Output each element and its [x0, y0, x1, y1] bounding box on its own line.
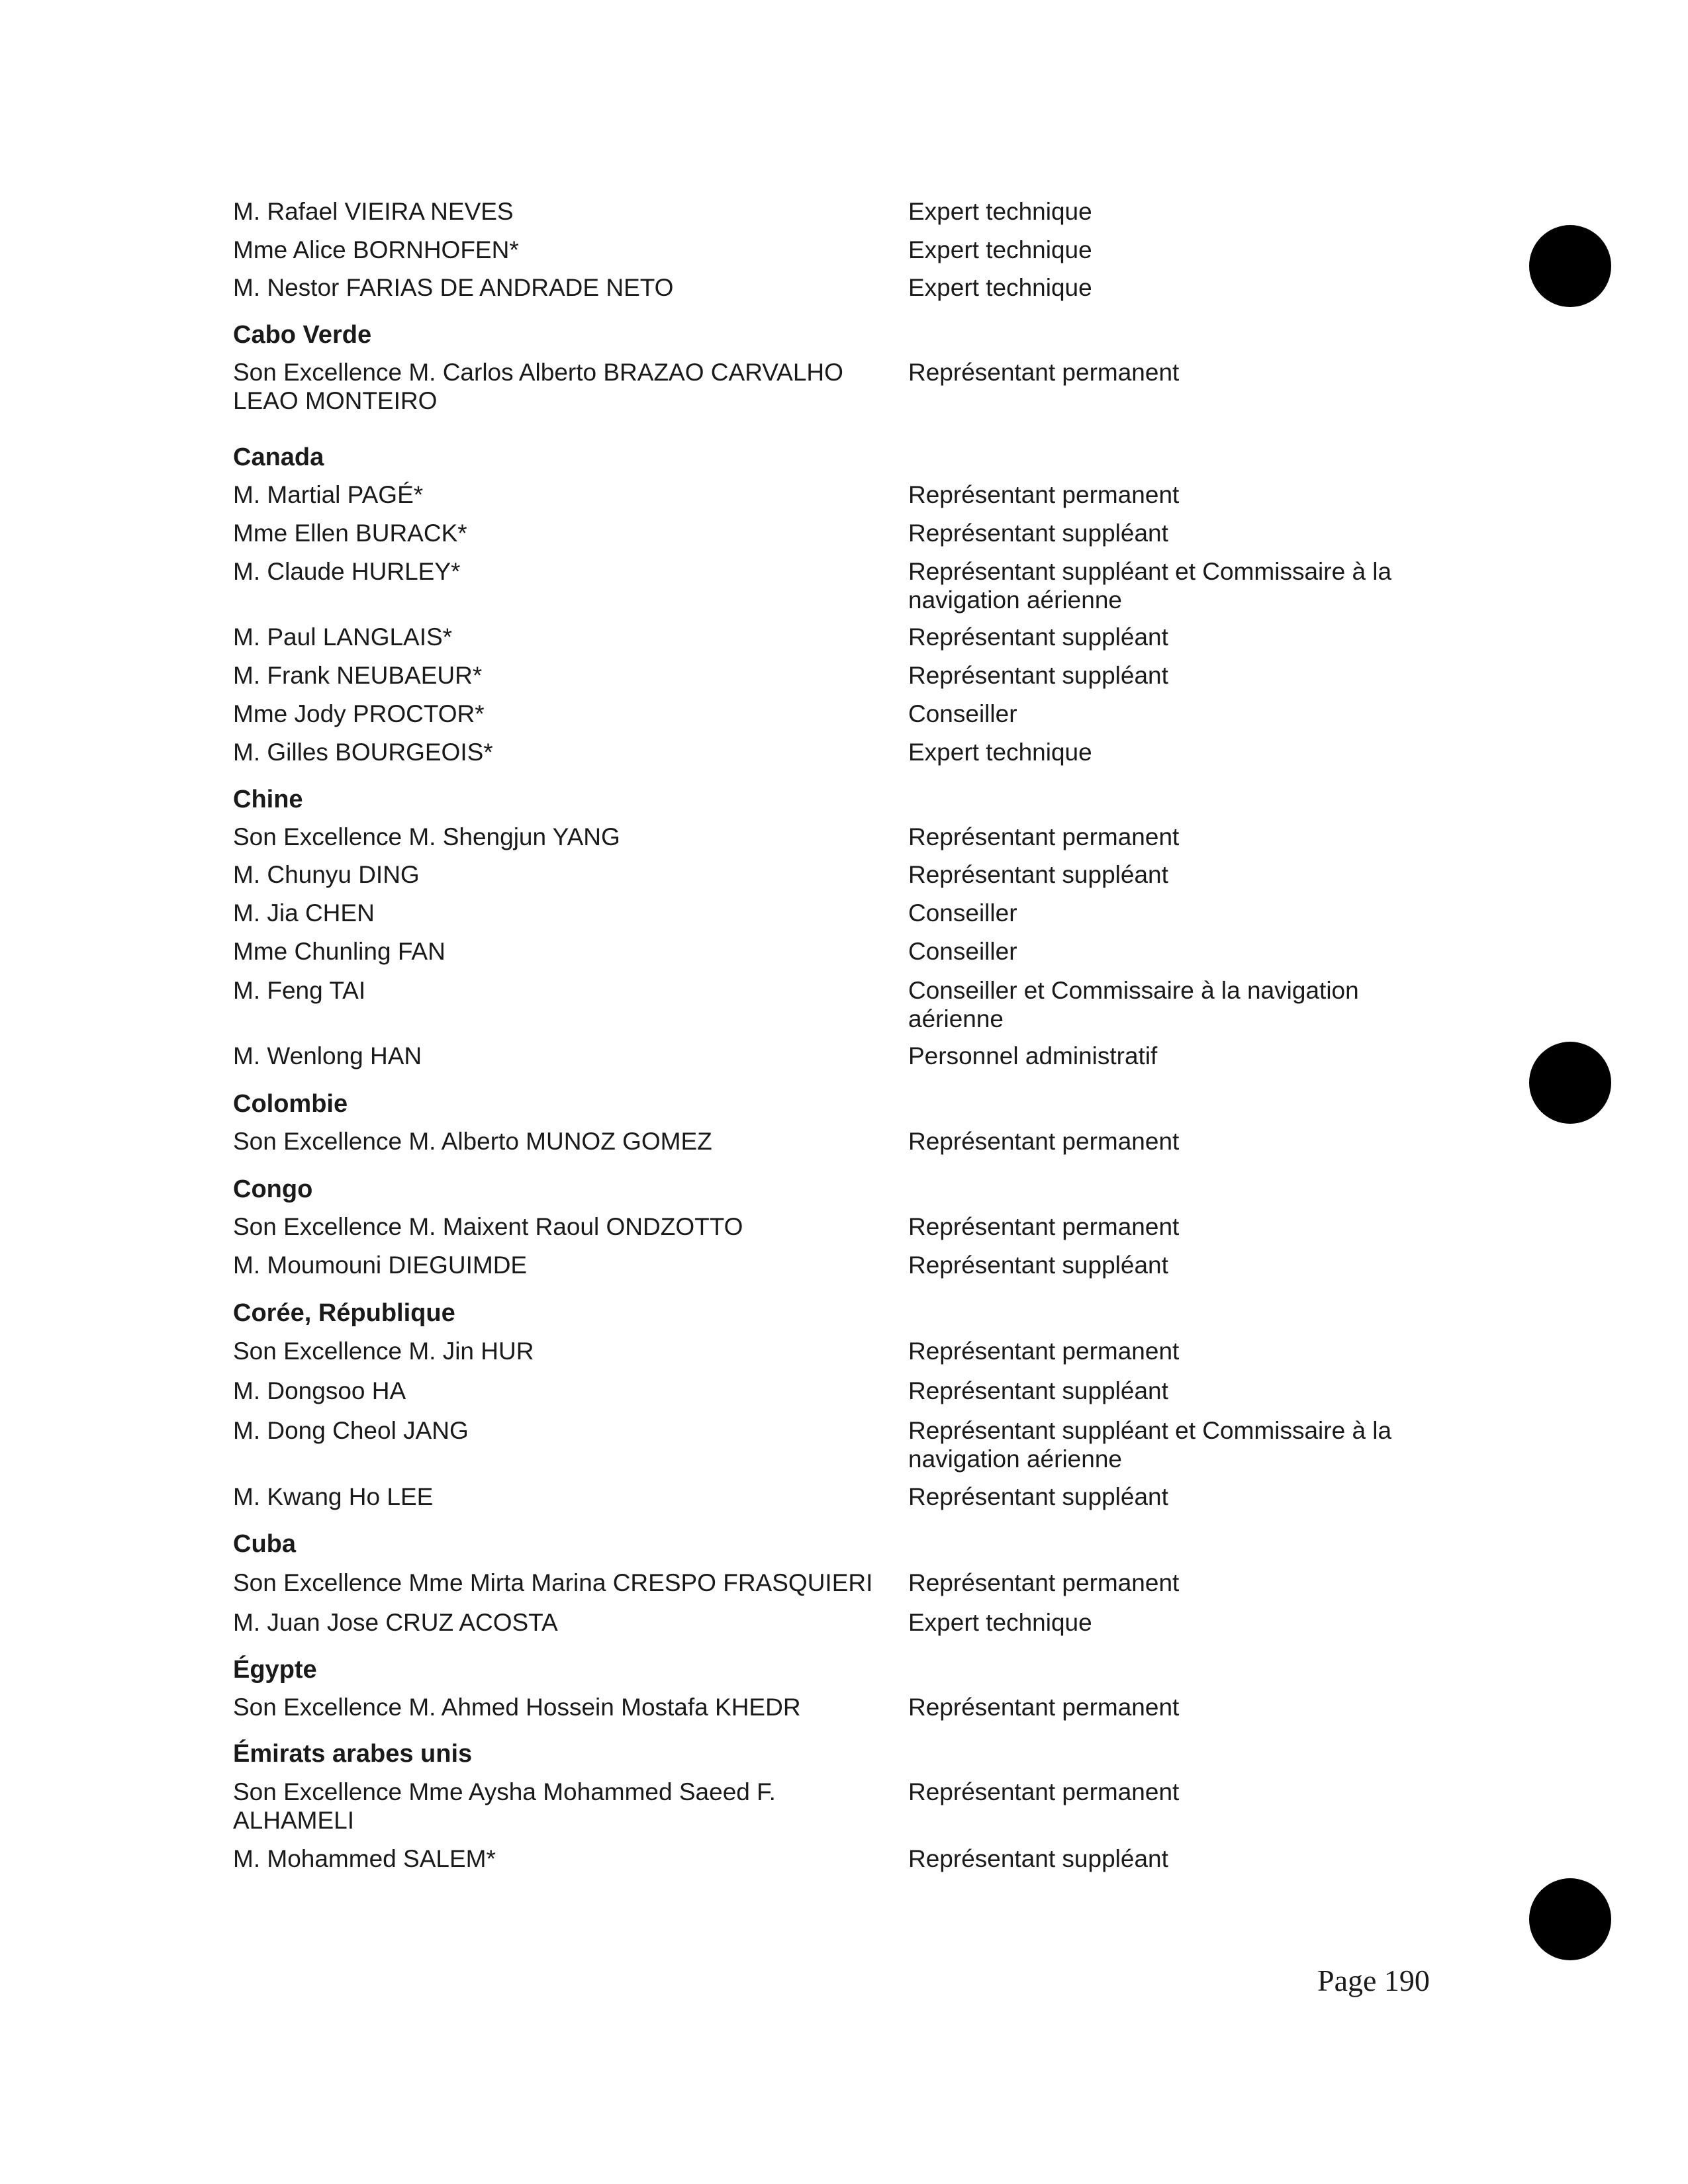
delegate-name: M. Jia CHEN — [233, 899, 375, 927]
delegate-role: Représentant permanent — [908, 481, 1180, 508]
delegate-role: Représentant suppléant et Commissaire à la navigation aérienne — [908, 1417, 1392, 1473]
delegate-name: M. Feng TAI — [233, 977, 366, 1004]
delegate-name: M. Claude HURLEY* — [233, 558, 461, 585]
delegate-role: Expert technique — [908, 236, 1092, 263]
delegate-name: M. Nestor FARIAS DE ANDRADE NETO — [233, 274, 674, 301]
delegate-role: Représentant permanent — [908, 1128, 1180, 1155]
country-heading: Cabo Verde — [233, 321, 372, 349]
delegate-name: M. Dong Cheol JANG — [233, 1417, 469, 1444]
delegate-name: M. Mohammed SALEM* — [233, 1845, 496, 1872]
delegate-role: Conseiller et Commissaire à la navigation aérienne — [908, 977, 1359, 1032]
country-heading: Canada — [233, 443, 324, 471]
delegate-name: Mme Alice BORNHOFEN* — [233, 236, 519, 263]
delegate-name: M. Martial PAGÉ* — [233, 481, 424, 508]
delegate-name: Son Excellence M. Carlos Alberto BRAZAO CARVALHO LEAO MONTEIRO — [233, 359, 843, 414]
delegate-role: Représentant suppléant — [908, 662, 1168, 689]
delegate-name: Son Excellence Mme Mirta Marina CRESPO FRASQUIERI — [233, 1569, 873, 1596]
punch-hole-top — [1529, 225, 1611, 307]
delegate-name: Son Excellence M. Jin HUR — [233, 1338, 534, 1365]
delegate-role: Expert technique — [908, 1609, 1092, 1636]
delegate-role: Représentant suppléant — [908, 1251, 1168, 1279]
delegate-role: Représentant suppléant — [908, 520, 1168, 547]
delegate-role: Expert technique — [908, 274, 1092, 301]
delegate-role: Représentant suppléant — [908, 861, 1168, 888]
delegate-role: Conseiller — [908, 899, 1017, 927]
country-heading: Égypte — [233, 1656, 317, 1684]
punch-hole-middle — [1529, 1042, 1611, 1124]
delegate-role: Représentant suppléant — [908, 1377, 1168, 1404]
delegate-name: M. Wenlong HAN — [233, 1042, 422, 1069]
delegate-name: M. Juan Jose CRUZ ACOSTA — [233, 1609, 558, 1636]
delegate-role: Représentant permanent — [908, 359, 1180, 386]
delegate-role: Représentant permanent — [908, 1778, 1180, 1805]
delegate-name: Son Excellence M. Maixent Raoul ONDZOTTO — [233, 1213, 743, 1240]
delegate-name: M. Dongsoo HA — [233, 1377, 406, 1404]
delegate-role: Conseiller — [908, 700, 1017, 727]
delegate-role: Représentant suppléant et Commissaire à la navigation aérienne — [908, 558, 1392, 614]
delegate-name: M. Kwang Ho LEE — [233, 1483, 434, 1510]
delegate-role: Expert technique — [908, 198, 1092, 225]
country-heading: Émirats arabes unis — [233, 1740, 473, 1768]
delegate-name: Mme Ellen BURACK* — [233, 520, 467, 547]
country-heading: Corée, République — [233, 1299, 455, 1327]
delegate-name: Son Excellence M. Alberto MUNOZ GOMEZ — [233, 1128, 712, 1155]
delegate-role: Conseiller — [908, 938, 1017, 965]
page-number: Page 190 — [1317, 1964, 1430, 1997]
delegate-role: Personnel administratif — [908, 1042, 1158, 1069]
delegate-name: Son Excellence M. Ahmed Hossein Mostafa KHEDR — [233, 1694, 801, 1721]
delegate-role: Représentant permanent — [908, 1338, 1180, 1365]
country-heading: Chine — [233, 786, 303, 813]
delegate-role: Représentant suppléant — [908, 623, 1168, 651]
delegate-name: M. Gilles BOURGEOIS* — [233, 739, 493, 766]
delegate-role: Représentant permanent — [908, 1694, 1180, 1721]
delegate-role: Représentant suppléant — [908, 1845, 1168, 1872]
delegate-role: Représentant permanent — [908, 823, 1180, 850]
country-heading: Congo — [233, 1175, 313, 1203]
delegate-role: Représentant suppléant — [908, 1483, 1168, 1510]
delegate-name: M. Moumouni DIEGUIMDE — [233, 1251, 528, 1279]
delegate-role: Représentant permanent — [908, 1569, 1180, 1596]
delegate-name: M. Rafael VIEIRA NEVES — [233, 198, 514, 225]
delegate-role: Expert technique — [908, 739, 1092, 766]
country-heading: Colombie — [233, 1090, 348, 1118]
delegate-name: Son Excellence M. Shengjun YANG — [233, 823, 620, 850]
delegate-name: M. Frank NEUBAEUR* — [233, 662, 483, 689]
delegate-role: Représentant permanent — [908, 1213, 1180, 1240]
delegate-name: M. Paul LANGLAIS* — [233, 623, 453, 651]
delegate-name: Mme Jody PROCTOR* — [233, 700, 485, 727]
punch-hole-bottom — [1529, 1878, 1611, 1960]
delegate-name: M. Chunyu DING — [233, 861, 420, 888]
country-heading: Cuba — [233, 1530, 296, 1558]
delegate-name: Mme Chunling FAN — [233, 938, 445, 965]
delegate-name: Son Excellence Mme Aysha Mohammed Saeed F. ALHAMELI — [233, 1778, 776, 1834]
